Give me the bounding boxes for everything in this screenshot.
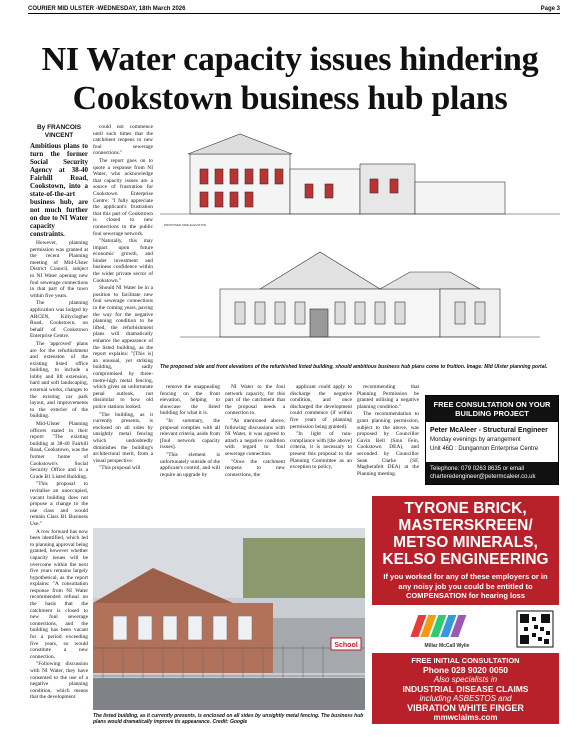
page-number: Page 3 xyxy=(540,5,560,12)
school-sign: School xyxy=(334,642,358,649)
byline: By FRANCOIS VINCENT xyxy=(36,124,82,139)
building-photo-svg xyxy=(93,528,365,710)
col1-para: The 'approved' plans are for the refurbishment and extension of the existing listed office building, to include a lobby and lift extension, hard and soft landscaping, external works, changes to the existing car park layout, and improvements to the exterior of the building. xyxy=(30,340,88,420)
ad1-hours: Monday evenings by arrangement xyxy=(430,437,521,443)
col4-para: "As mentioned above, following discussions with NI Water, it was agreed to attach a negative condition with regard to foul sewerage connection. xyxy=(225,417,285,457)
ad1-name: Peter McAleer - Structural Engineer xyxy=(430,427,548,434)
lede: Ambitious plans to turn the former Social Security Agency at 38-40 Fairhill Road, Cookstown, into a state-of-the-art business hub, are not much further on due to NI Water capacity constraints. xyxy=(30,142,88,238)
col6-para: The recommendation to grant planning permission, subject to the above, was proposed by Councillor Gavin Bell (Sinn Fein, Cookstown DEA), and seconded by Councillor Sean Clarke (SF, Magherafelt DEA) at the Planning meeting. xyxy=(357,411,419,477)
col1-para: "This proposal to revitalise an unoccupied, vacant building does not propose a change to the use class and would remain Class B1 Business Use." xyxy=(30,481,88,527)
col2-para: Should NI Water be in a position to facilitate new foul sewerage connections in the coming years, paving the way for the negative planning condition to be lifted, the refurbishment plans will dramatically enhance the appearance of the listed building, as the report explains: "[This is] an unusual, yet striking building, sadly compromised by three-metre-high metal fencing, which gives an unfortunate penal outlook, not dissimilar to how old police stations looked. xyxy=(93,285,153,410)
ad2-including: including ASBESTOS and xyxy=(419,693,512,703)
elevation-drawing-svg xyxy=(160,124,560,362)
headline xyxy=(20,40,560,118)
ad1-address: Unit 46D : Dungannon Enterprise Centre xyxy=(430,446,539,452)
article-column-5 xyxy=(290,384,352,516)
hearing-loss-claims-ad xyxy=(372,496,559,724)
col2-para: "This proposal will xyxy=(99,465,141,472)
ad1-phone: Telephone: 079 0263 8635 or email xyxy=(430,466,525,472)
ad2-url[interactable]: mmwclaims.com xyxy=(433,712,498,722)
ad2-also: Also specialists in xyxy=(433,674,498,684)
col2-para: could not commence until such times that the catchment reopens to new foul sewerage connections." xyxy=(93,124,153,157)
col2-para: "The building, as it currently presents, is enclosed on all sides by unsightly metal fencing which undoubtedly diminishes the building's architectural merit, from a visual perspective. xyxy=(93,411,153,464)
ad1-contact xyxy=(426,462,558,484)
elevation-drawings xyxy=(160,124,560,362)
mmw-logo-icon xyxy=(410,615,466,637)
page-header xyxy=(28,4,560,14)
article-column-4 xyxy=(225,384,285,516)
headline-line-2: Cookstown business hub plans xyxy=(72,80,508,117)
ad2-logo-svg xyxy=(372,605,559,653)
drawing-caption: The proposed side and front elevations of the refurbished listed building, should ambitious business hub plans come to fruition. Image: Mid Ulster planning portal. xyxy=(160,364,548,370)
col5-para: "In light of non-compliance with [the above] criteria, it is necessary to present this proposal to the Planning Committee as an exception to policy, xyxy=(290,431,352,471)
col6-para: recommending that Planning Permission be granted utilising a negative planning condition." xyxy=(357,384,419,410)
col1-para: Mid-Ulster Planning officers stated in their report: "The existing building at 38-40 Fairhill Road, Cookstown, was the former home of Cookstown's Social Security Office and is a Grade B1 Listed Building. xyxy=(30,421,88,480)
headline-line-1: NI Water capacity issues hindering xyxy=(41,41,539,78)
masthead: COURIER MID ULSTER -WEDNESDAY, 18th March 2026 xyxy=(28,5,186,12)
ad2-logo-text: Millar McCall Wylie xyxy=(424,642,470,649)
ad2-logo-band xyxy=(372,605,559,653)
ad1-title: FREE CONSULTATION ON YOUR BUILDING PROJECT xyxy=(426,396,558,422)
ad2-free-consultation: FREE INITIAL CONSULTATION xyxy=(411,655,520,665)
col2-para: "Naturally, this may impact upon future economic growth, and hinder investment and business confidence within the wider private sector of Cookstown." xyxy=(93,238,153,284)
qr-code-icon xyxy=(517,611,553,647)
structural-engineer-ad xyxy=(425,395,559,485)
article-column-6 xyxy=(357,384,419,494)
col4-para: "Once the catchment reopens to new connections, the xyxy=(225,458,285,478)
photo-caption: The listed building, as it currently presents, is enclosed on all sides by unsightly metal fencing. The business hub plans would dramatically improve its appearance. Credit: Google xyxy=(93,713,364,725)
col1-para: However, planning permission was granted at the recent Planning meeting of Mid-Ulster District Council, subject to NI Water opening new foul sewerage connections in that part of the town within five years. xyxy=(30,240,88,299)
ad2-phone: Phone 028 9020 0050 xyxy=(422,664,509,675)
col1-para: The planning application was lodged by ARCEN, Killyclogher Road, Cookstown, on behalf of Cookstown Enterprise Centre. xyxy=(30,300,88,340)
ad2-subline-2: COMPENSATION for hearing loss xyxy=(405,591,526,600)
article-column-3 xyxy=(160,384,220,516)
ad2-claims: INDUSTRIAL DISEASE CLAIMS xyxy=(402,683,529,694)
drawing-label: PROPOSED SIDE ELEVATION xyxy=(164,223,207,227)
col1-para: "Following discussion with NI Water, they have consented to the use of a negative planning condition, which means that the development xyxy=(30,661,88,701)
col1-para: A row forward has now been identified, which led to planning approval being granted, however whether capacity issues will be overcome within the next five years remains largely hypothetical, as the report explains: "A consultation response from NI Water recommended refusal on the basis that the catchment is closed to new foul sewerage connections, and the building has been vacant for a period exceeding five years, so would constitute a new connection. xyxy=(30,528,88,660)
front-elevation xyxy=(180,252,540,337)
building-photo xyxy=(93,528,365,710)
ad2-subline: If you worked for any of these employers or in any noisy job you could be entitled to xyxy=(383,572,548,591)
ad1-body xyxy=(426,422,558,458)
ad2-vwf: VIBRATION WHITE FINGER xyxy=(407,702,524,713)
col2-para: The report goes on to quote a response from NI Water, who acknowledge that capacity issues are a source of frustration for Cookstown Enterprise Centre: "I fully appreciate the applicant's frustration that this part of Cookstown is closed to new connections to the public foul sewerage network. xyxy=(93,157,153,237)
col3-para: "This element is unfortunately outside of the applicant's control, and will require an upgrade by xyxy=(160,451,220,478)
side-elevation xyxy=(160,134,560,214)
col4-para: NI Water to the foul network capacity, for this part of the catchment that the proposal needs a connection to. xyxy=(225,384,285,417)
ad1-email: charteredengineer@petermcaleer.co.uk xyxy=(430,474,536,480)
ad2-headline: TYRONE BRICK, MASTERSKREEN/ METSO MINERALS, KELSO ENGINEERING xyxy=(382,500,549,568)
col5-para: applicant could apply to discharge the negative condition, and once discharged the development could commence (if within five years of planning permission being granted). xyxy=(290,384,352,430)
col3-para: "In summary, the proposal complies with all relevant criteria, aside from [foul network capacity issues]. xyxy=(160,417,220,451)
article-column-1 xyxy=(30,124,88,732)
col3-para: remove the unappealing fencing on the front elevation, helping to showcase the listed building for what it is. xyxy=(160,384,220,417)
